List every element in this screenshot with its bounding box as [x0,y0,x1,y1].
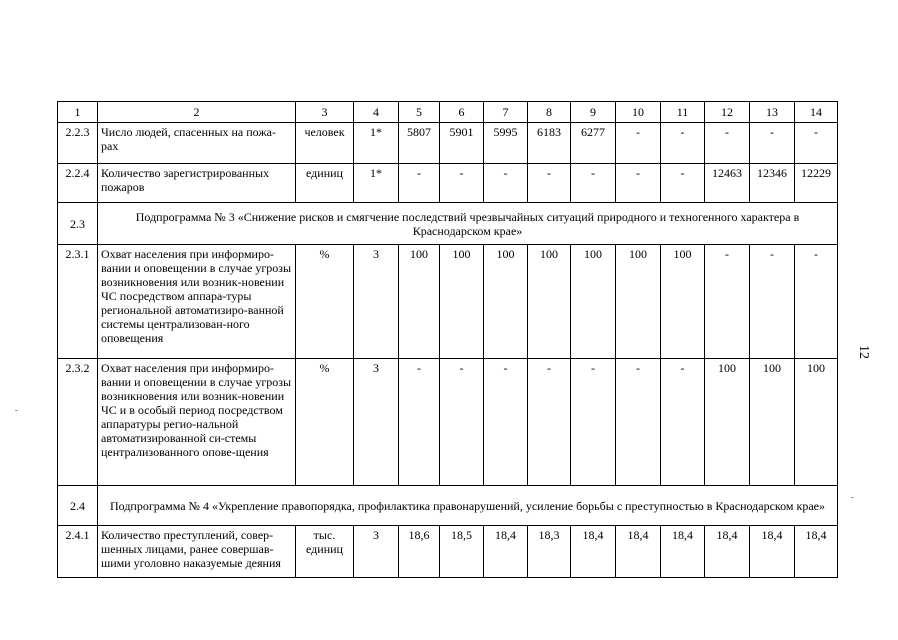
subprogram-row [58,203,838,245]
value-cell: 100 [571,245,616,359]
unit-cell: тыс. единиц [296,526,354,578]
header-cell: 10 [616,102,661,123]
header-cell: 3 [296,102,354,123]
value-cell: 12463 [705,164,750,203]
value-cell: - [399,164,440,203]
header-row [58,102,838,123]
subprogram-row [58,486,838,526]
value-cell: - [571,359,616,486]
unit-cell: % [296,245,354,359]
value-cell: 12346 [750,164,795,203]
row-number: 2.2.3 [58,123,98,164]
value-cell: 6277 [571,123,616,164]
value-cell: - [661,359,705,486]
value-cell: 18,5 [440,526,484,578]
value-cell: - [616,123,661,164]
value-cell: - [616,359,661,486]
value-cell: - [528,359,571,486]
value-cell: 18,4 [661,526,705,578]
value-cell: - [528,164,571,203]
header-cell: 8 [528,102,571,123]
value-cell: 18,6 [399,526,440,578]
note-cell: 3 [354,526,399,578]
indicator-name: Количество зарегистрированных пожаров [98,164,296,203]
value-cell: - [399,359,440,486]
subprogram-title: Подпрограмма № 3 «Снижение рисков и смягчение последствий чрезвычайных ситуаций природного и техногенного характера в Краснодарском крае» [98,203,838,245]
header-cell: 14 [795,102,838,123]
note-cell: 1* [354,164,399,203]
header-cell: 1 [58,102,98,123]
value-cell: 100 [528,245,571,359]
indicator-name: Охват населения при информиро-вании и оповещении в случае угрозы возникновения или возник-новении ЧС посредством аппара-туры региональной автоматизиро-ванной системы централизован-ного оповещения [98,245,296,359]
value-cell: - [484,164,528,203]
header-cell: 11 [661,102,705,123]
table-row [58,526,838,578]
value-cell: 100 [795,359,838,486]
value-cell: - [440,359,484,486]
value-cell: 100 [484,245,528,359]
value-cell: 6183 [528,123,571,164]
value-cell: 100 [399,245,440,359]
subprogram-number: 2.4 [58,486,98,526]
unit-cell: % [296,359,354,486]
header-cell: 6 [440,102,484,123]
value-cell: - [750,245,795,359]
subprogram-number: 2.3 [58,203,98,245]
value-cell: 100 [750,359,795,486]
value-cell: - [795,123,838,164]
row-number: 2.3.2 [58,359,98,486]
note-cell: 1* [354,123,399,164]
header-cell: 12 [705,102,750,123]
value-cell: - [661,164,705,203]
table-row [58,359,838,486]
value-cell: - [705,245,750,359]
value-cell: - [484,359,528,486]
value-cell: - [750,123,795,164]
value-cell: - [616,164,661,203]
header-cell: 13 [750,102,795,123]
table-row [58,164,838,203]
header-cell: 7 [484,102,528,123]
value-cell: 100 [616,245,661,359]
unit-cell: единиц [296,164,354,203]
row-number: 2.3.1 [58,245,98,359]
indicator-name: Охват населения при информиро-вании и оповещении в случае угрозы возникновения или возник-новении ЧС и в особый период посредством аппаратуры регио-нальной автоматизированной си-стемы централизованного опове-щения [98,359,296,486]
indicator-name: Число людей, спасенных на пожа-рах [98,123,296,164]
table-row [58,123,838,164]
value-cell: - [795,245,838,359]
value-cell: - [661,123,705,164]
value-cell: 5995 [484,123,528,164]
unit-cell: человек [296,123,354,164]
indicator-table [57,101,838,578]
subprogram-title: Подпрограмма № 4 «Укрепление правопорядка, профилактика правонарушений, усиление борьбы с преступностью в Краснодарском крае» [98,486,838,526]
indicator-name: Количество преступлений, совер-шенных лицами, ранее совершав-шими уголовно наказуемые деяния [98,526,296,578]
value-cell: 5901 [440,123,484,164]
value-cell: 18,4 [571,526,616,578]
scan-mark [15,410,18,411]
value-cell: 18,4 [750,526,795,578]
scan-mark [851,497,854,498]
value-cell: 18,3 [528,526,571,578]
header-cell: 9 [571,102,616,123]
value-cell: 18,4 [795,526,838,578]
header-cell: 2 [98,102,296,123]
value-cell: 12229 [795,164,838,203]
note-cell: 3 [354,245,399,359]
value-cell: 18,4 [705,526,750,578]
header-cell: 4 [354,102,399,123]
row-number: 2.4.1 [58,526,98,578]
value-cell: - [440,164,484,203]
value-cell: - [571,164,616,203]
note-cell: 3 [354,359,399,486]
header-cell: 5 [399,102,440,123]
value-cell: 100 [440,245,484,359]
table-row [58,245,838,359]
value-cell: 18,4 [484,526,528,578]
value-cell: 100 [661,245,705,359]
value-cell: 5807 [399,123,440,164]
value-cell: 100 [705,359,750,486]
page-number: 12 [856,345,871,359]
row-number: 2.2.4 [58,164,98,203]
value-cell: - [705,123,750,164]
value-cell: 18,4 [616,526,661,578]
